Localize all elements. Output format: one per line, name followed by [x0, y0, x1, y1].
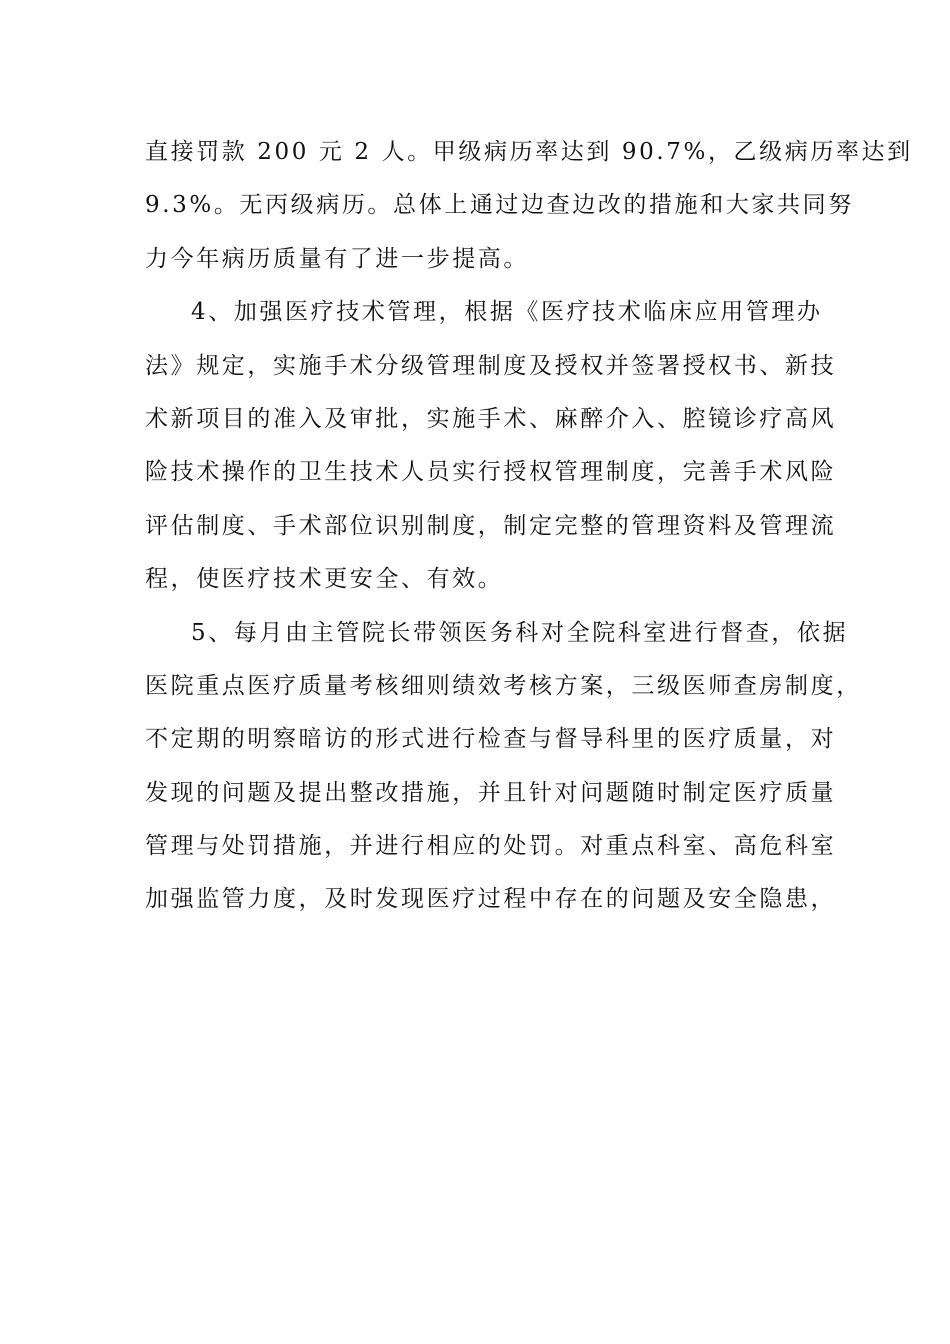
text-line: 力今年病历质量有了进一步提高。 [145, 245, 529, 272]
text-line: 法》规定，实施手术分级管理制度及授权并签署授权书、新技 [145, 352, 837, 379]
text-line: 发现的问题及提出整改措施，并且针对问题随时制定医疗质量 [145, 779, 837, 806]
text-line: 加强监管力度，及时发现医疗过程中存在的问题及安全隐患， [145, 886, 837, 913]
text-line: 术新项目的准入及审批，实施手术、麻醉介入、腔镜诊疗高风 [145, 405, 837, 432]
text-line: 险技术操作的卫生技术人员实行授权管理制度，完善手术风险 [145, 459, 837, 486]
paragraph-first-line: 4、加强医疗技术管理，根据《医疗技术临床应用管理办 [191, 299, 823, 326]
text-line: 9.3%。无丙级病历。总体上通过边查边改的措施和大家共同努 [145, 192, 854, 219]
text-line: 程，使医疗技术更安全、有效。 [145, 566, 504, 593]
text-line: 直接罚款 200 元 2 人。甲级病历率达到 90.7%，乙级病历率达到 [145, 139, 913, 165]
document-body [145, 126, 913, 927]
text-line: 管理与处罚措施，并进行相应的处罚。对重点科室、高危科室 [145, 833, 837, 860]
text-line: 医院重点医疗质量考核细则绩效考核方案，三级医师查房制度， [145, 672, 862, 699]
text-line: 评估制度、手术部位识别制度，制定完整的管理资料及管理流 [145, 512, 837, 539]
paragraph-first-line: 5、每月由主管院长带领医务科对全院科室进行督查，依据 [191, 619, 849, 646]
text-line: 不定期的明察暗访的形式进行检查与督导科里的医疗质量，对 [145, 726, 837, 753]
